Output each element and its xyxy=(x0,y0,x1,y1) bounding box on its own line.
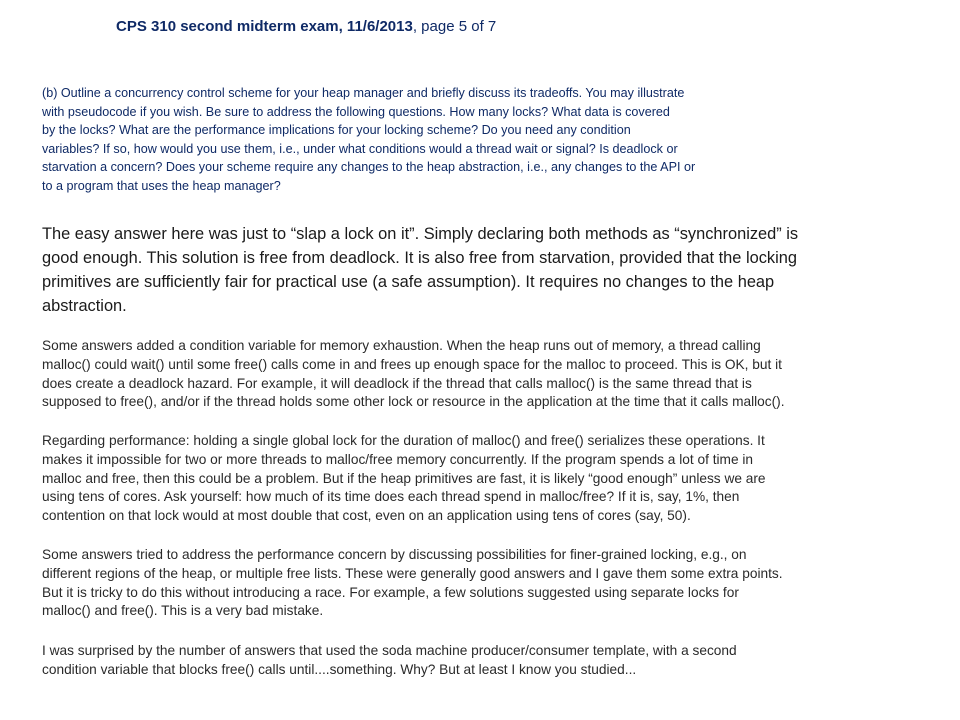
paragraph-line: I was surprised by the number of answers that used the soda machine producer/consumer template, with a second xyxy=(42,643,737,658)
paragraph-line: condition variable that blocks free() calls until....something. Why? But at least I know you studied... xyxy=(42,661,637,677)
page-number: , page 5 of 7 xyxy=(412,18,497,35)
page-header xyxy=(116,18,496,35)
question-line: to a program that uses the heap manager? xyxy=(42,178,281,193)
paragraph-performance xyxy=(42,432,922,526)
question-line: variables? If so, how would you use them, i.e., under what conditions would a thread wait or signal? Is deadlock or xyxy=(42,141,678,156)
question-line: starvation a concern? Does your scheme require any changes to the heap abstraction, i.e., any changes to the API or xyxy=(42,160,696,175)
question-line: (b) Outline a concurrency control scheme for your heap manager and briefly discuss its tradeoffs. You may illustrate xyxy=(42,86,685,100)
answer-line: primitives are sufficiently fair for practical use (a safe assumption). It requires no changes to the heap xyxy=(42,273,775,291)
question-line: by the locks? What are the performance implications for your locking scheme? Do you need any condition xyxy=(42,123,631,138)
paragraph-line: different regions of the heap, or multiple free lists. These were generally good answers and I gave them some extra points. xyxy=(42,565,783,581)
paragraph-condition-variable xyxy=(42,337,922,412)
question-text xyxy=(42,84,832,196)
paragraph-fine-grained-locking xyxy=(42,546,922,621)
paragraph-line: makes it impossible for two or more threads to malloc/free memory concurrently. If the program spends a lot of time in xyxy=(42,451,754,467)
answer-line: abstraction. xyxy=(42,297,127,315)
paragraph-line: supposed to free(), and/or if the thread holds some other lock or resource in the application at the time that it calls malloc(). xyxy=(42,394,785,410)
main-answer xyxy=(42,222,922,318)
answer-line: good enough. This solution is free from deadlock. It is also free from starvation, provided that the locking xyxy=(42,249,797,267)
exam-title: CPS 310 second midterm exam, 11/6/2013 xyxy=(116,18,413,35)
paragraph-line: malloc and free, then this could be a problem. But if the heap primitives are fast, it is likely “good enough” unless we are xyxy=(42,470,766,486)
paragraph-line: But it is tricky to do this without introducing a race. For example, a few solutions suggested using separate locks for xyxy=(42,584,739,600)
paragraph-line: malloc() could wait() until some free() calls come in and frees up enough space for the malloc to proceed. This is OK, but it xyxy=(42,356,782,372)
paragraph-line: contention on that lock would at most double that cost, even on an application using tens of cores (say, 50). xyxy=(42,508,691,524)
question-line: with pseudocode if you wish. Be sure to address the following questions. How many locks? What data is covered xyxy=(42,104,670,119)
paragraph-soda-machine xyxy=(42,642,922,680)
paragraph-line: does create a deadlock hazard. For example, it will deadlock if the thread that calls malloc() is the same thread that is xyxy=(42,375,752,391)
paragraph-line: Some answers added a condition variable for memory exhaustion. When the heap runs out of memory, a thread calling xyxy=(42,338,761,353)
answer-line: The easy answer here was just to “slap a lock on it”. Simply declaring both methods as “synchronized” is xyxy=(42,225,799,243)
paragraph-line: using tens of cores. Ask yourself: how much of its time does each thread spend in malloc/free? If it is, say, 1%, then xyxy=(42,489,740,505)
paragraph-line: malloc() and free(). This is a very bad mistake. xyxy=(42,603,324,619)
paragraph-line: Some answers tried to address the performance concern by discussing possibilities for finer-grained locking, e.g., on xyxy=(42,547,747,562)
paragraph-line: Regarding performance: holding a single global lock for the duration of malloc() and free() serializes these operations. It xyxy=(42,433,765,448)
